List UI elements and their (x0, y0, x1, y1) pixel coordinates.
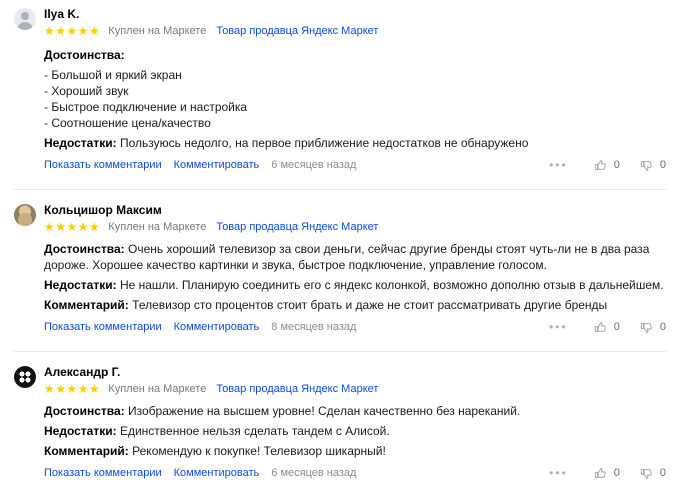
review-footer (44, 321, 666, 333)
comment-link[interactable]: Комментировать (173, 159, 260, 171)
review-time: 8 месяцев назад (271, 321, 357, 333)
review-time: 6 месяцев назад (271, 159, 357, 171)
pros-list (44, 67, 666, 131)
bought-label: Куплен на Маркете (108, 383, 207, 395)
comment-text: Телевизор сто процентов стоит брать и даже не стоит рассматривать другие бренды (132, 298, 608, 312)
bought-label: Куплен на Маркете (108, 221, 207, 233)
dislike-count: 0 (659, 467, 666, 479)
pros-text: Очень хороший телевизор за свои деньги, сейчас другие бренды стоят чуть-ли не в два раза дороже. Хорошее качество картинки и звука, быстрое подключение, управление голосом. (44, 242, 650, 272)
pros-label: Достоинства: (44, 242, 125, 256)
avatar (14, 8, 36, 30)
like-button[interactable] (594, 467, 620, 480)
bought-label: Куплен на Маркете (108, 25, 207, 37)
pros-text: Изображение на высшем уровне! Сделан качественно без нареканий. (128, 404, 521, 418)
review-author-name: Александр Г. (44, 365, 121, 379)
cons-row (44, 135, 666, 151)
review-time: 6 месяцев назад (271, 467, 357, 479)
avatar (14, 204, 36, 226)
cons-label: Недостатки: (44, 424, 117, 438)
pros-row (44, 241, 666, 273)
dislike-count: 0 (659, 321, 666, 333)
thumbs-down-icon (640, 321, 653, 334)
comment-row (44, 443, 666, 459)
review-item (14, 6, 666, 177)
show-comments-link[interactable]: Показать комментарии (44, 159, 162, 171)
dislike-button[interactable] (640, 321, 666, 334)
divider (14, 351, 666, 352)
comment-link[interactable]: Комментировать (173, 321, 260, 333)
divider (14, 189, 666, 190)
list-item: - Соотношение цена/качество (44, 116, 211, 130)
dislike-button[interactable] (640, 159, 666, 172)
review-meta (44, 382, 378, 396)
pros-label: Достоинства: (44, 48, 125, 62)
review-author-block (44, 364, 378, 396)
review-item (14, 364, 666, 485)
review-header (14, 202, 666, 234)
comment-link[interactable]: Комментировать (173, 467, 260, 479)
cons-label: Недостатки: (44, 136, 117, 150)
review-footer (44, 467, 666, 479)
cons-row (44, 277, 666, 293)
thumbs-down-icon (640, 159, 653, 172)
comment-row (44, 297, 666, 313)
shop-link[interactable]: Товар продавца Яндекс Маркет (216, 221, 379, 233)
rating-stars: ★★★★★ (44, 220, 101, 234)
thumbs-up-icon (594, 159, 607, 172)
review-header (14, 6, 666, 38)
rating-stars: ★★★★★ (44, 24, 101, 38)
thumbs-up-icon (594, 321, 607, 334)
cons-text: Единственное нельзя сделать тандем с Алисой. (119, 424, 390, 438)
like-count: 0 (613, 321, 620, 333)
show-comments-link[interactable]: Показать комментарии (44, 321, 162, 333)
review-actions (549, 158, 666, 172)
more-options-icon[interactable]: ••• (549, 320, 568, 334)
review-body (44, 241, 666, 313)
list-item: - Большой и яркий экран (44, 68, 182, 82)
like-count: 0 (613, 159, 620, 171)
more-options-icon[interactable]: ••• (549, 466, 568, 480)
like-button[interactable] (594, 159, 620, 172)
review-body (44, 47, 666, 151)
comment-label: Комментарий: (44, 298, 129, 312)
dislike-button[interactable] (640, 467, 666, 480)
review-body (44, 403, 666, 459)
shop-link[interactable]: Товар продавца Яндекс Маркет (216, 383, 379, 395)
show-comments-link[interactable]: Показать комментарии (44, 467, 162, 479)
review-meta (44, 220, 378, 234)
review-author-block (44, 6, 378, 38)
cons-row (44, 423, 666, 439)
review-meta (44, 24, 378, 38)
thumbs-up-icon (594, 467, 607, 480)
review-author-name: Ilya K. (44, 7, 80, 21)
thumbs-down-icon (640, 467, 653, 480)
pros-label-row (44, 47, 666, 63)
avatar (14, 366, 36, 388)
list-item: - Хороший звук (44, 84, 129, 98)
review-actions (549, 320, 666, 334)
comment-label: Комментарий: (44, 444, 129, 458)
list-item: - Быстрое подключение и настройка (44, 100, 248, 114)
like-button[interactable] (594, 321, 620, 334)
review-author-name: Кольцишор Максим (44, 203, 162, 217)
pros-row (44, 403, 666, 419)
cons-text: Пользуюсь недолго, на первое приближение недостатков не обнаружено (119, 136, 529, 150)
review-actions (549, 466, 666, 480)
more-options-icon[interactable]: ••• (549, 158, 568, 172)
cons-label: Недостатки: (44, 278, 117, 292)
shop-link[interactable]: Товар продавца Яндекс Маркет (216, 25, 379, 37)
review-author-block (44, 202, 378, 234)
comment-text: Рекомендую к покупке! Телевизор шикарный! (132, 444, 386, 458)
cons-text: Не нашли. Планирую соединить его с яндекс колонкой, возможно дополню отзыв в дальнейшем. (119, 278, 664, 292)
review-item (14, 202, 666, 339)
dislike-count: 0 (659, 159, 666, 171)
review-footer (44, 159, 666, 171)
review-header (14, 364, 666, 396)
rating-stars: ★★★★★ (44, 382, 101, 396)
pros-label: Достоинства: (44, 404, 125, 418)
like-count: 0 (613, 467, 620, 479)
